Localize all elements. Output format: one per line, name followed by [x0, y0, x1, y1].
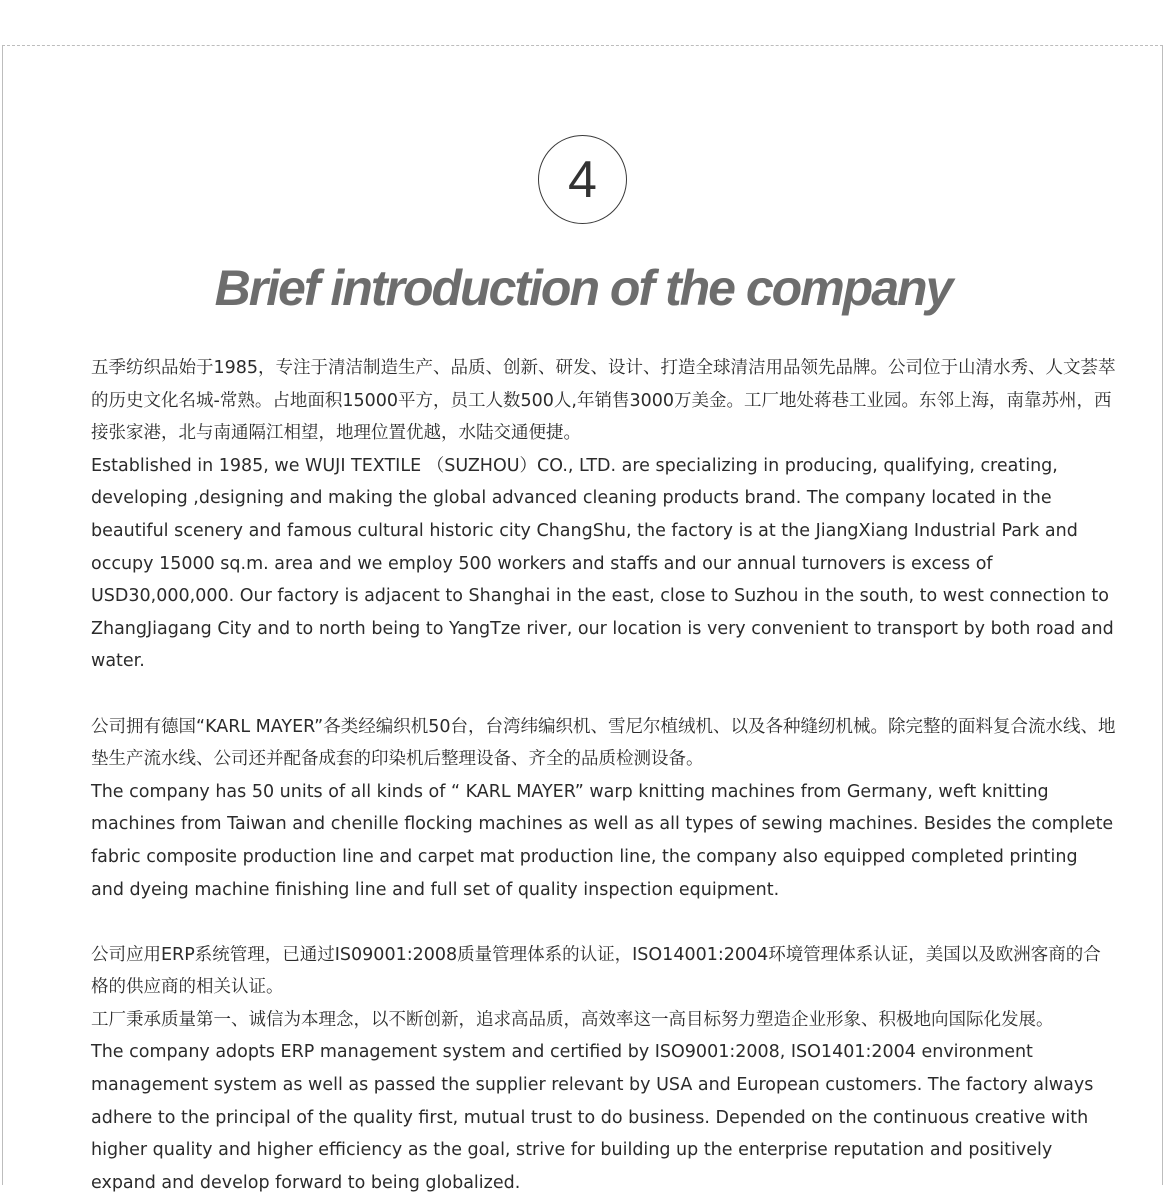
intro-body — [91, 352, 1116, 1199]
paragraph-1-chinese: 五季纺织品始于1985，专注于清洁制造生产、品质、创新、研发、设计、打造全球清洁用品领先品牌。公司位于山清水秀、人文荟萃的历史文化名城-常熟。占地面积15000平方，员工人数500人,年销售3000万美金。工厂地处蒋巷工业园。东邻上海，南靠苏州，西接张家港，北与南通隔江相望，地理位置优越，水陆交通便捷。 — [91, 358, 1116, 444]
section-number-badge — [538, 135, 627, 224]
page-title: Brief introduction of the company — [214, 260, 952, 316]
paragraph-spacer — [91, 678, 1116, 711]
paragraph-3-chinese-certification: 公司应用ERP系统管理，已通过IS09001:2008质量管理体系的认证，ISO14001:2004环境管理体系认证，美国以及欧洲客商的合格的供应商的相关认证。 — [91, 944, 1101, 998]
paragraph-1-english: Established in 1985, we WUJI TEXTILE （SUZHOU）CO., LTD. are specializing in producing, qualifying, creating, developing ,designing and making the global advanced cleaning products brand. The company located in the beautiful scenery and famous cultural historic city ChangShu, the factory is at the JiangXiang Industrial Park and occupy 15000 sq.m. area and we employ 500 workers and staffs and our annual turnovers is excess of USD30,000,000. Our factory is adjacent to Shanghai in the east, close to Suzhou in the south, to west connection to ZhangJiagang City and to north being to YangTze river, our location is very convenient to transport by both road and water. — [91, 455, 1114, 672]
paragraph-3-english: The company adopts ERP management system and certified by ISO9001:2008, ISO1401:2004 environment management system as well as passed the supplier relevant by USA and European customers. The factory always adhere to the principal of the quality first, mutual trust to do business. Depended on the continuous creative with higher quality and higher efficiency as the goal, strive for building up the enterprise reputation and positively expand and develop forward to being globalized. — [91, 1042, 1094, 1193]
paragraph-2-chinese: 公司拥有德国“KARL MAYER”各类经编织机50台，台湾纬编织机、雪尼尔植绒机、以及各种缝纫机械。除完整的面料复合流水线、地垫生产流水线、公司还并配备成套的印染机后整理设备、齐全的品质检测设备。 — [91, 716, 1116, 770]
section-number: 4 — [568, 150, 597, 209]
paragraph-2-english: The company has 50 units of all kinds of “ KARL MAYER” warp knitting machines from Germany, weft knitting machines from Taiwan and chenille flocking machines as well as all types of sewing machines. Besides the complete fabric composite production line and carpet mat production line, the company also equipped completed printing and dyeing machine finishing line and full set of quality inspection equipment. — [91, 781, 1114, 900]
paragraph-3-chinese-philosophy: 工厂秉承质量第一、诚信为本理念，以不断创新，追求高品质，高效率这一高目标努力塑造企业形象、积极地向国际化发展。 — [91, 1009, 1054, 1030]
paragraph-spacer — [91, 906, 1116, 939]
